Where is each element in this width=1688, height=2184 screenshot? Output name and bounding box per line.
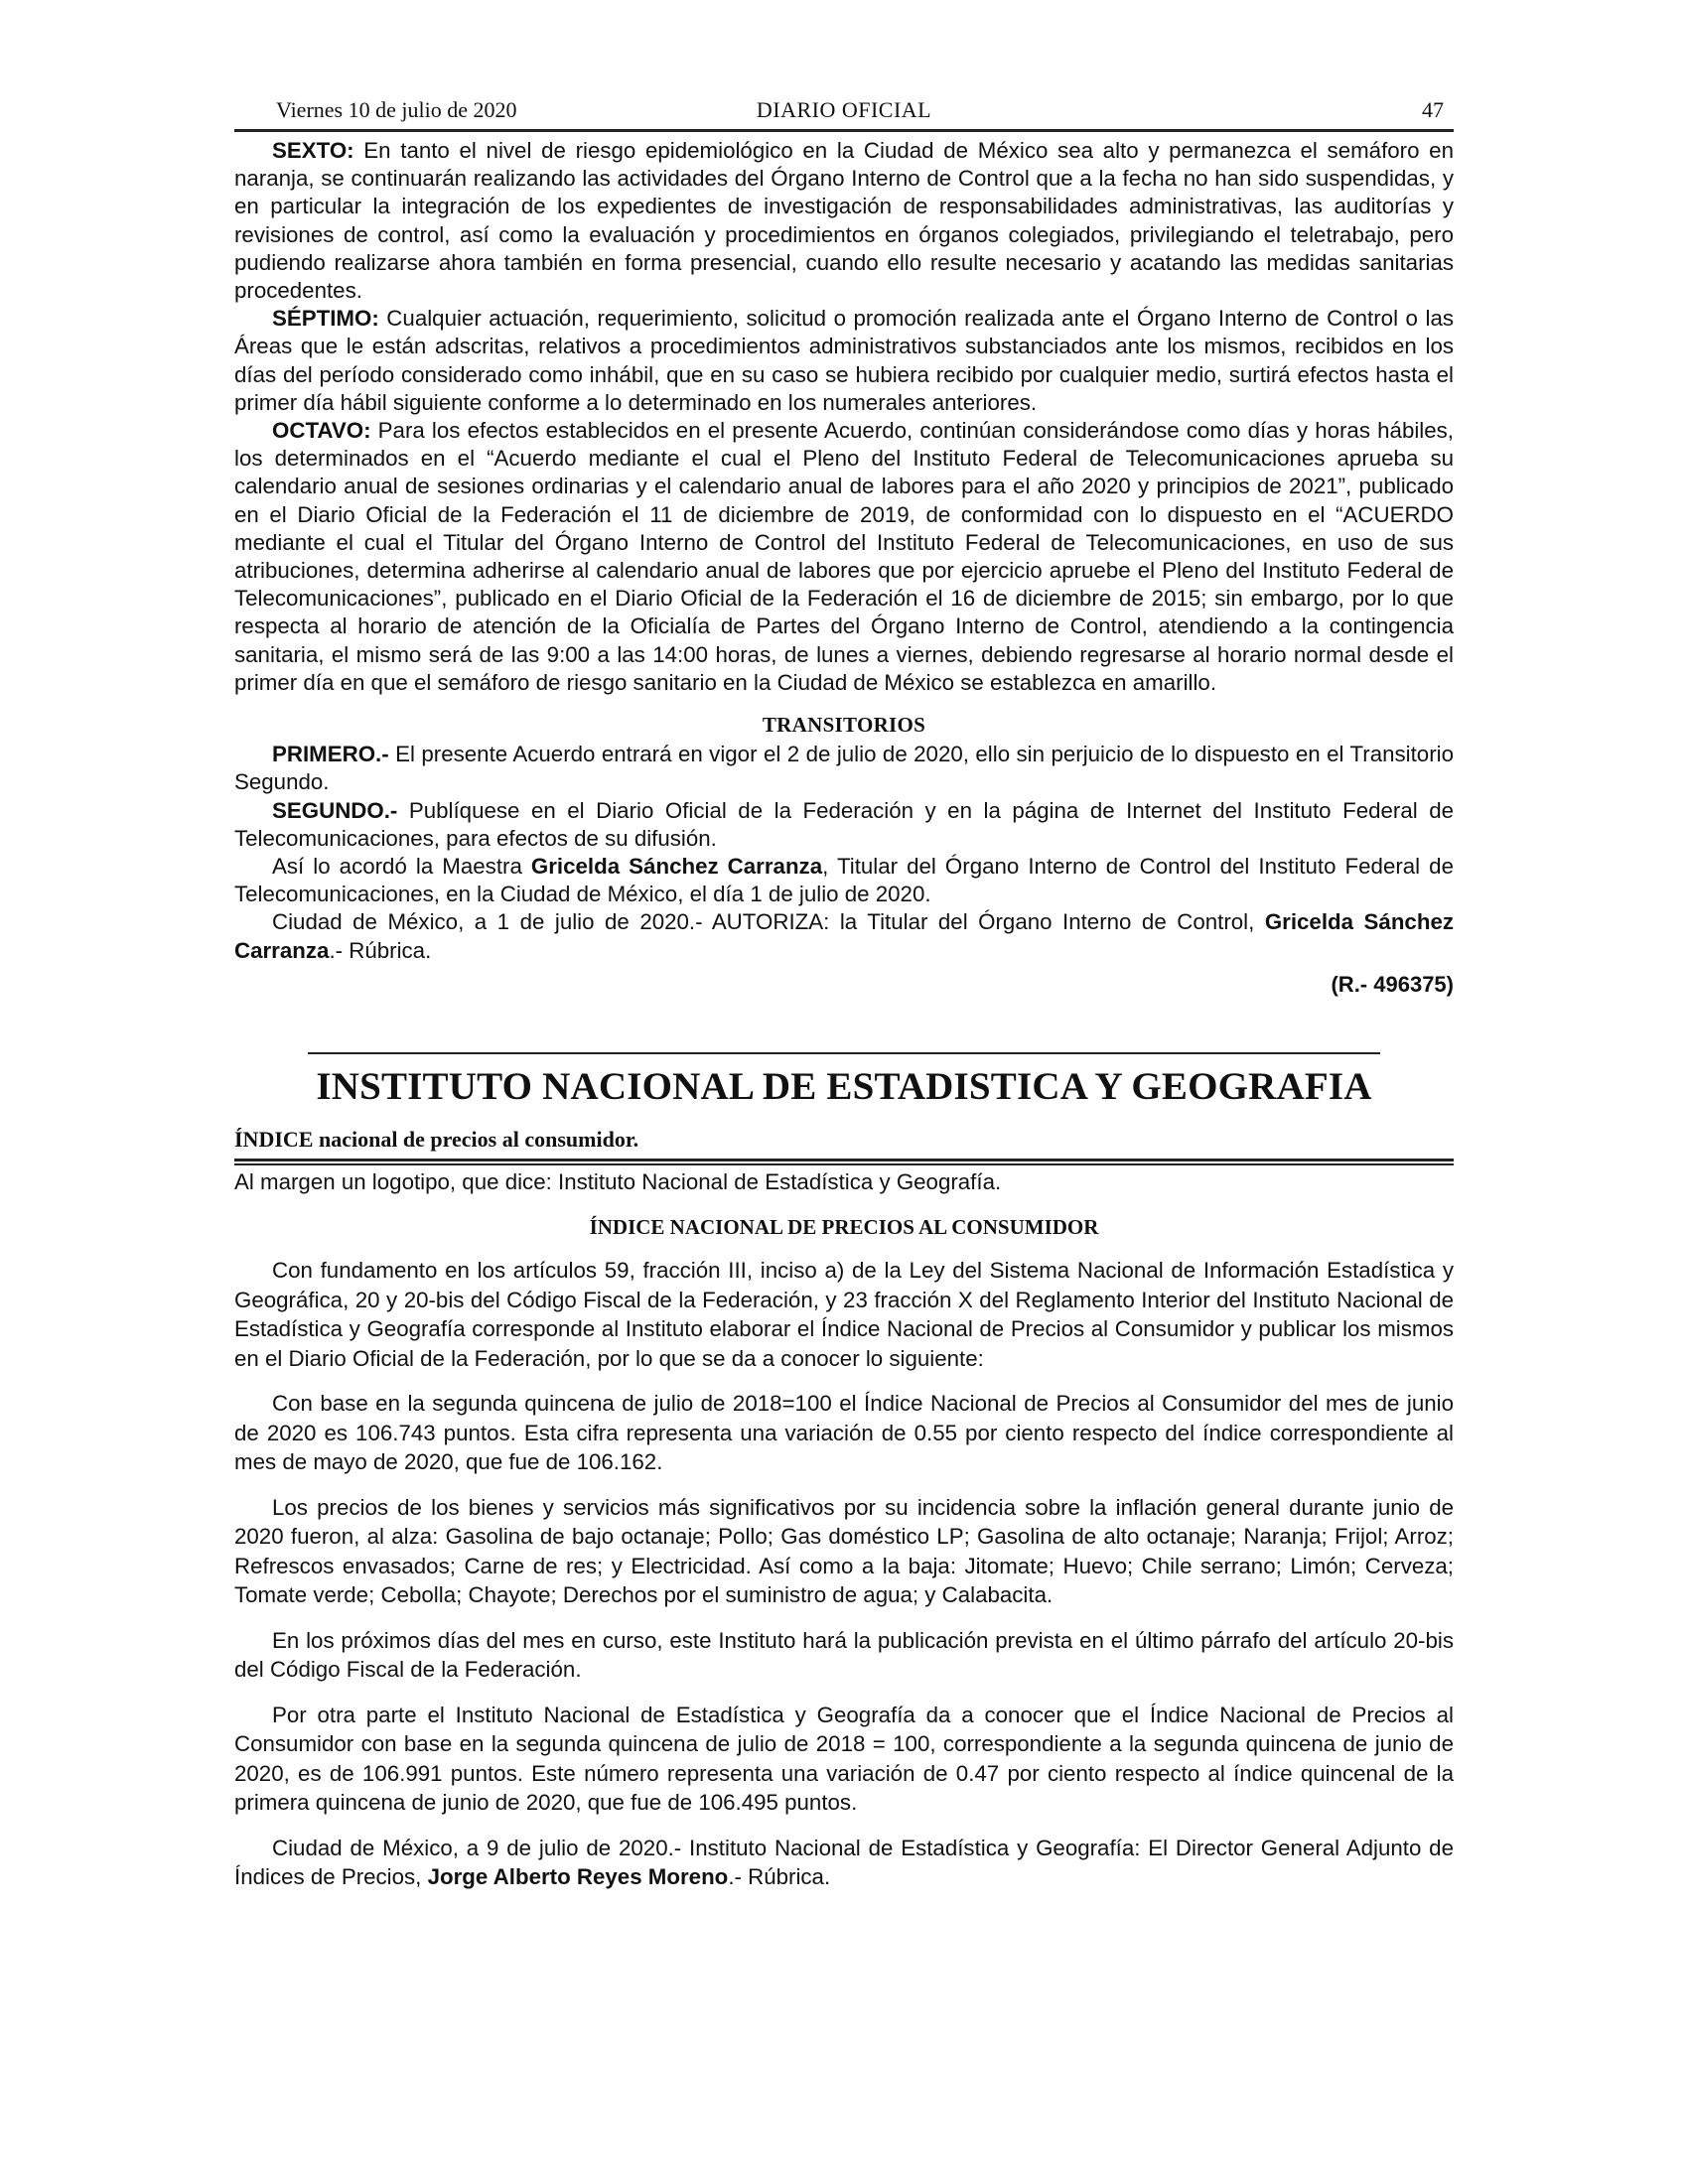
- acuerdo-body: [234, 137, 1454, 999]
- subject-line: [234, 1127, 1454, 1153]
- inpc-paragraph-3: Los precios de los bienes y servicios más significativos por su incidencia sobre la inflación general durante junio de 2020 fueron, al alza: Gasolina de bajo octanaje; Pollo; Gas doméstico LP; Gasolina de alto octanaje; Naranja; Frijol; Arroz; Refrescos envasados; Carne de res; y Electricidad. Así como a la baja: Jitomate; Huevo; Chile serrano; Limón; Cerveza; Tomate verde; Cebolla; Chayote; Derechos por el suministro de agua; y Calabacita.: [234, 1494, 1454, 1608]
- firma-post: .- Rúbrica.: [329, 937, 432, 963]
- reference-number: (R.- 496375): [1331, 971, 1454, 997]
- header-rule: [234, 129, 1454, 132]
- firma-pre: Ciudad de México, a 1 de julio de 2020.- AUTORIZA: la Titular del Órgano Interno de Control,: [272, 909, 1265, 935]
- acordo-post: , Titular del Órgano Interno de Control del Instituto Federal de Telecomunicaciones, en la Ciudad de México, el día 1 de julio de 2020.: [234, 854, 1454, 907]
- header-page-number: 47: [1422, 97, 1444, 122]
- firma-paragraph: [234, 908, 1454, 964]
- segundo-label: SEGUNDO.-: [272, 797, 398, 823]
- sexto-label: SEXTO:: [272, 138, 354, 163]
- sexto-text: En tanto el nivel de riesgo epidemiológico en la Ciudad de México sea alto y permanezca el semáforo en naranja, se continuarán realizando las actividades del Órgano Interno de Control que a la fecha no han sido suspendidas, y en particular la integración de los expedientes de investigación de responsabilidades administrativas, las auditorías y revisiones de control, así como la evaluación y procedimientos en órganos colegiados, privilegiando el teletrabajo, pero pudiendo realizarse ahora también en forma presencial, cuando ello resulte necesario y acatando las medidas sanitarias procedentes.: [234, 138, 1454, 304]
- inpc-body: [234, 1256, 1454, 1892]
- septimo-label: SÉPTIMO:: [272, 306, 379, 332]
- header-publication: DIARIO OFICIAL: [756, 97, 932, 122]
- subject-rest: nacional de precios al consumidor.: [313, 1127, 639, 1153]
- header-date: Viernes 10 de julio de 2020: [276, 97, 517, 122]
- septimo-text: Cualquier actuación, requerimiento, solicitud o promoción realizada ante el Órgano Interno de Control o las Áreas que le están adscritas, relativos a procedimientos administrativos substanciados ante los mismos, recibidos en los días del período considerado como inhábil, que en su caso se hubiera recibido por cualquier medio, surtirá efectos hasta el primer día hábil siguiente conforme a lo determinado en los numerales anteriores.: [234, 306, 1454, 415]
- subject-double-rule: [234, 1159, 1454, 1165]
- octavo-text: Para los efectos establecidos en el presente Acuerdo, continúan considerándose como días y horas hábiles, los determinados en el “Acuerdo mediante el cual el Pleno del Instituto Federal de Telecomunicaciones aprueba su calendario anual de sesiones ordinarias y el calendario anual de labores para el año 2020 y principios de 2021”, publicado en el Diario Oficial de la Federación el 11 de diciembre de 2019, de conformidad con lo dispuesto en el “ACUERDO mediante el cual el Titular del Órgano Interno de Control del Instituto Federal de Telecomunicaciones, en uso de sus atribuciones, determina adherirse al calendario anual de labores que por ejercicio apruebe el Pleno del Instituto Federal de Telecomunicaciones”, publicado en el Diario Oficial de la Federación el 16 de diciembre de 2015; sin embargo, por lo que respecta al horario de atención de la Oficialía de Partes del Órgano Interno de Control, atendiendo a la contingencia sanitaria, el mismo será de las 9:00 a las 14:00 horas, de lunes a viernes, debiendo regresarse al horario normal desde el primer día en que el semáforo de riesgo sanitario en la Ciudad de México se establezca en amarillo.: [234, 418, 1454, 695]
- primero-paragraph: [234, 741, 1454, 796]
- inpc-paragraph-6: [234, 1834, 1454, 1892]
- sexto-paragraph: [234, 137, 1454, 305]
- inpc-paragraph-5: Por otra parte el Instituto Nacional de Estadística y Geografía da a conocer que el Índice Nacional de Precios al Consumidor con base en la segunda quincena de julio de 2018 = 100, correspondiente a la segunda quincena de junio de 2020, es de 106.991 puntos. Este número representa una variación de 0.47 por ciento respecto al índice quincenal de la primera quincena de junio de 2020, que fue de 106.495 puntos.: [234, 1702, 1454, 1816]
- inpc-paragraph-1: Con fundamento en los artículos 59, fracción III, inciso a) de la Ley del Sistema Nacional de Información Estadística y Geográfica, 20 y 20-bis del Código Fiscal de la Federación, y 23 fracción X del Reglamento Interior del Instituto Nacional de Estadística y Geografía corresponde al Instituto elaborar el Índice Nacional de Precios al Consumidor y publicar los mismos en el Diario Oficial de la Federación, por lo que se da a conocer lo siguiente:: [234, 1258, 1454, 1371]
- acordo-pre: Así lo acordó la Maestra: [272, 854, 531, 880]
- septimo-paragraph: [234, 305, 1454, 417]
- primero-text: El presente Acuerdo entrará en vigor el 2 de julio de 2020, ello sin perjuicio de lo dispuesto en el Transitorio Segundo.: [234, 742, 1454, 795]
- page-header: [234, 95, 1454, 131]
- section-title: INSTITUTO NACIONAL DE ESTADISTICA Y GEOGRAFIA: [316, 1065, 1372, 1109]
- inpc-p6-pre: Ciudad de México, a 9 de julio de 2020.- Instituto Nacional de Estadística y Geografía: El Director General Adjunto de Índices de Precios,: [234, 1835, 1454, 1890]
- inpc-p6-name: Jorge Alberto Reyes Moreno: [427, 1864, 729, 1890]
- transitorios-title: TRANSITORIOS: [762, 713, 926, 738]
- firma-name: Gricelda Sánchez Carranza: [234, 909, 1455, 963]
- octavo-paragraph: [234, 417, 1454, 697]
- section-rule: [308, 1052, 1380, 1054]
- octavo-label: OCTAVO:: [272, 418, 371, 444]
- inpc-p6-post: .- Rúbrica.: [728, 1864, 831, 1890]
- acordo-paragraph: [234, 853, 1454, 908]
- document-page: [234, 95, 1454, 1908]
- segundo-paragraph: [234, 797, 1454, 853]
- acordo-name: Gricelda Sánchez Carranza: [530, 854, 823, 880]
- inpc-paragraph-4: En los próximos días del mes en curso, este Instituto hará la publicación prevista en el último párrafo del artículo 20-bis del Código Fiscal de la Federación.: [234, 1627, 1454, 1683]
- segundo-text: Publíquese en el Diario Oficial de la Federación y en la página de Internet del Instituto Federal de Telecomunicaciones, para efectos de su difusión.: [234, 797, 1454, 851]
- margin-note: Al margen un logotipo, que dice: Instituto Nacional de Estadística y Geografía.: [234, 1169, 1002, 1195]
- subject-bold: ÍNDICE: [234, 1127, 314, 1153]
- primero-label: PRIMERO.-: [272, 742, 389, 767]
- inpc-paragraph-2: Con base en la segunda quincena de julio de 2018=100 el Índice Nacional de Precios al Consumidor del mes de junio de 2020 es 106.743 puntos. Esta cifra representa una variación de 0.55 por ciento respecto del índice correspondiente al mes de mayo de 2020, que fue de 106.162.: [234, 1391, 1454, 1475]
- inpc-title: ÍNDICE NACIONAL DE PRECIOS AL CONSUMIDOR: [589, 1215, 1099, 1240]
